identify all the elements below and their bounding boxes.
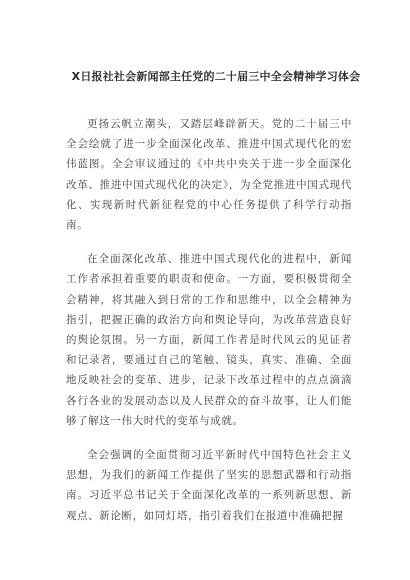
document-body bbox=[66, 114, 352, 540]
paragraph-2: 在全面深化改革、推进中国式现代化的进程中，新闻工作者承担着重要的职责和使命。一方面，要积极贯彻全会精神，将其融入到日常的工作和思维中，以全会精神为指引，把握正确的政治方向和舆论导向，为改革营造良好的舆论氛围。另一方面，新闻工作者是时代风云的见证者和记录者，要通过自己的笔触、镜头，真实、准确、全面地反映社会的变革、进步，记录下改革过程中的点点滴滴各行各业的发展动态以及人民群众的奋斗故事，让人们能够了解这一伟大时代的变革与成就。 bbox=[66, 253, 352, 427]
document-title: X日报社社会新闻部主任党的二十届三中全会精神学习体会 bbox=[71, 70, 361, 83]
paragraph-1: 更扬云帆立潮头，又踏层峰辟新天。党的二十届三中全会绘就了进一步全面深化改革、推进中国式现代化的宏伟蓝图。全会审议通过的《中共中央关于进一步全面深化改革、推进中国式现代化的决定》，为全党推进中国式现代化、实现新时代新征程党的中心任务提供了科学行动指南。 bbox=[66, 118, 352, 232]
paragraph-3: 全会强调的全面贯彻习近平新时代中国特色社会主义思想，为我们的新闻工作提供了坚实的思想武器和行动指南。习近平总书记关于全面深化改革的一系列新思想、新观点、新论断，如同灯塔，指引着我们在报道中准确把握 bbox=[66, 449, 352, 522]
